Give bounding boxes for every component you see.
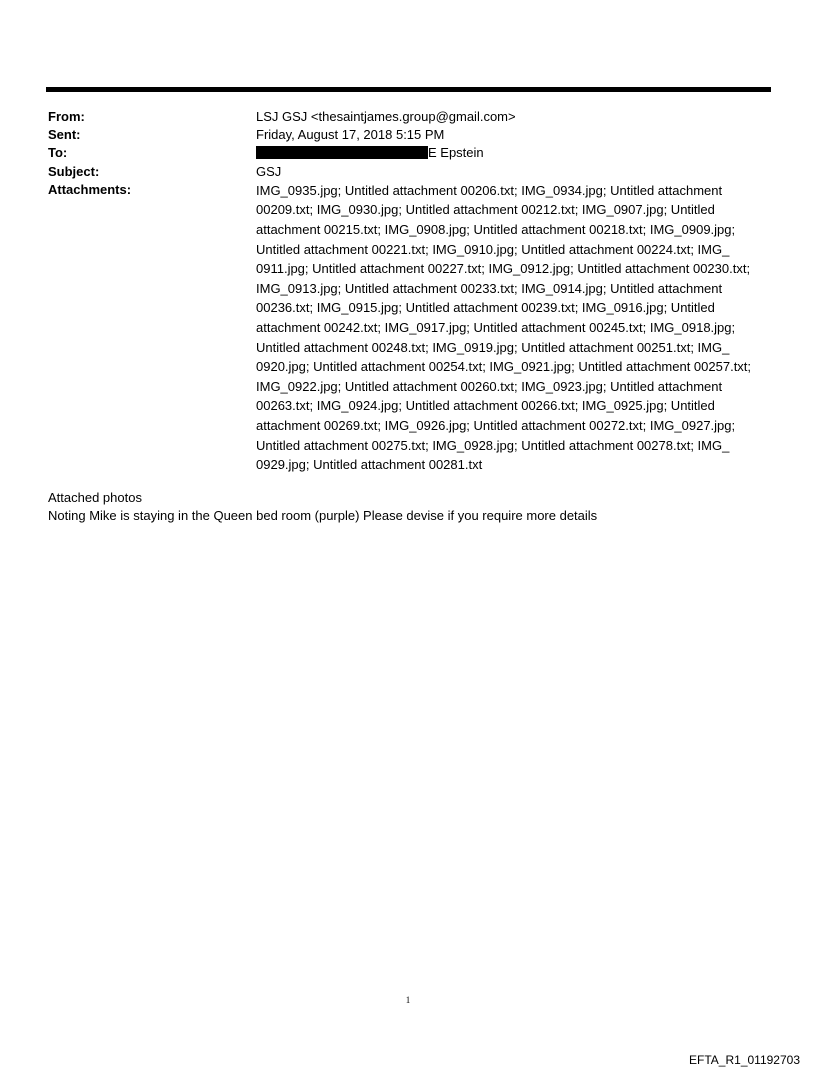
subject-value: GSJ	[256, 163, 282, 179]
email-body	[48, 489, 788, 525]
attachments-row	[48, 181, 770, 475]
redaction-block	[256, 146, 428, 159]
to-label: To:	[48, 145, 68, 161]
sent-label: Sent:	[48, 127, 81, 143]
sent-value: Friday, August 17, 2018 5:15 PM	[256, 127, 445, 143]
attachments-value: IMG_0935.jpg; Untitled attachment 00206.txt; IMG_0934.jpg; Untitled attachment 00209.txt; IMG_0930.jpg; Untitled attachment 00212.txt; IMG_0907.jpg; Untitled attachment 00215.txt; IMG_0908.jpg; Untitled attachment 00218.txt; IMG_0909.jpg; Untitled attachment 00221.txt; IMG_0910.jpg; Untitled attachment 00224.txt; IMG_ 0911.jpg; Untitled attachment 00227.txt; IMG_0912.jpg; Untitled attachment 00230.txt; IMG_0913.jpg; Untitled attachment 00233.txt; IMG_0914.jpg; Untitled attachment 00236.txt; IMG_0915.jpg; Untitled attachment 00239.txt; IMG_0916.jpg; Untitled attachment 00242.txt; IMG_0917.jpg; Untitled attachment 00245.txt; IMG_0918.jpg; Untitled attachment 00248.txt; IMG_0919.jpg; Untitled attachment 00251.txt; IMG_ 0920.jpg; Untitled attachment 00254.txt; IMG_0921.jpg; Untitled attachment 00257.txt; IMG_0922.jpg; Untitled attachment 00260.txt; IMG_0923.jpg; Untitled attachment 00263.txt; IMG_0924.jpg; Untitled attachment 00266.txt; IMG_0925.jpg; Untitled attachment 00269.txt; IMG_0926.jpg; Untitled attachment 00272.txt; IMG_0927.jpg; Untitled attachment 00275.txt; IMG_0928.jpg; Untitled attachment 00278.txt; IMG_ 0929.jpg; Untitled attachment 00281.txt	[256, 182, 752, 473]
from-label: From:	[48, 109, 85, 124]
from-row	[48, 108, 770, 126]
sent-row	[48, 126, 770, 144]
attachments-label: Attachments:	[48, 181, 132, 197]
to-value-container	[256, 144, 770, 162]
body-line-1: Attached photos	[48, 490, 142, 505]
page-number: 1	[405, 995, 411, 1005]
subject-label: Subject:	[48, 163, 100, 179]
body-line-2: Noting Mike is staying in the Queen bed room (purple) Please devise if you require more details	[48, 508, 598, 523]
to-value: E Epstein	[428, 145, 484, 161]
subject-row	[48, 163, 770, 181]
email-header	[48, 108, 770, 475]
document-id: EFTA_R1_01192703	[689, 1053, 800, 1067]
to-row	[48, 144, 770, 162]
header-divider-rule	[46, 87, 771, 92]
from-value: LSJ GSJ <thesaintjames.group@gmail.com>	[256, 109, 516, 124]
